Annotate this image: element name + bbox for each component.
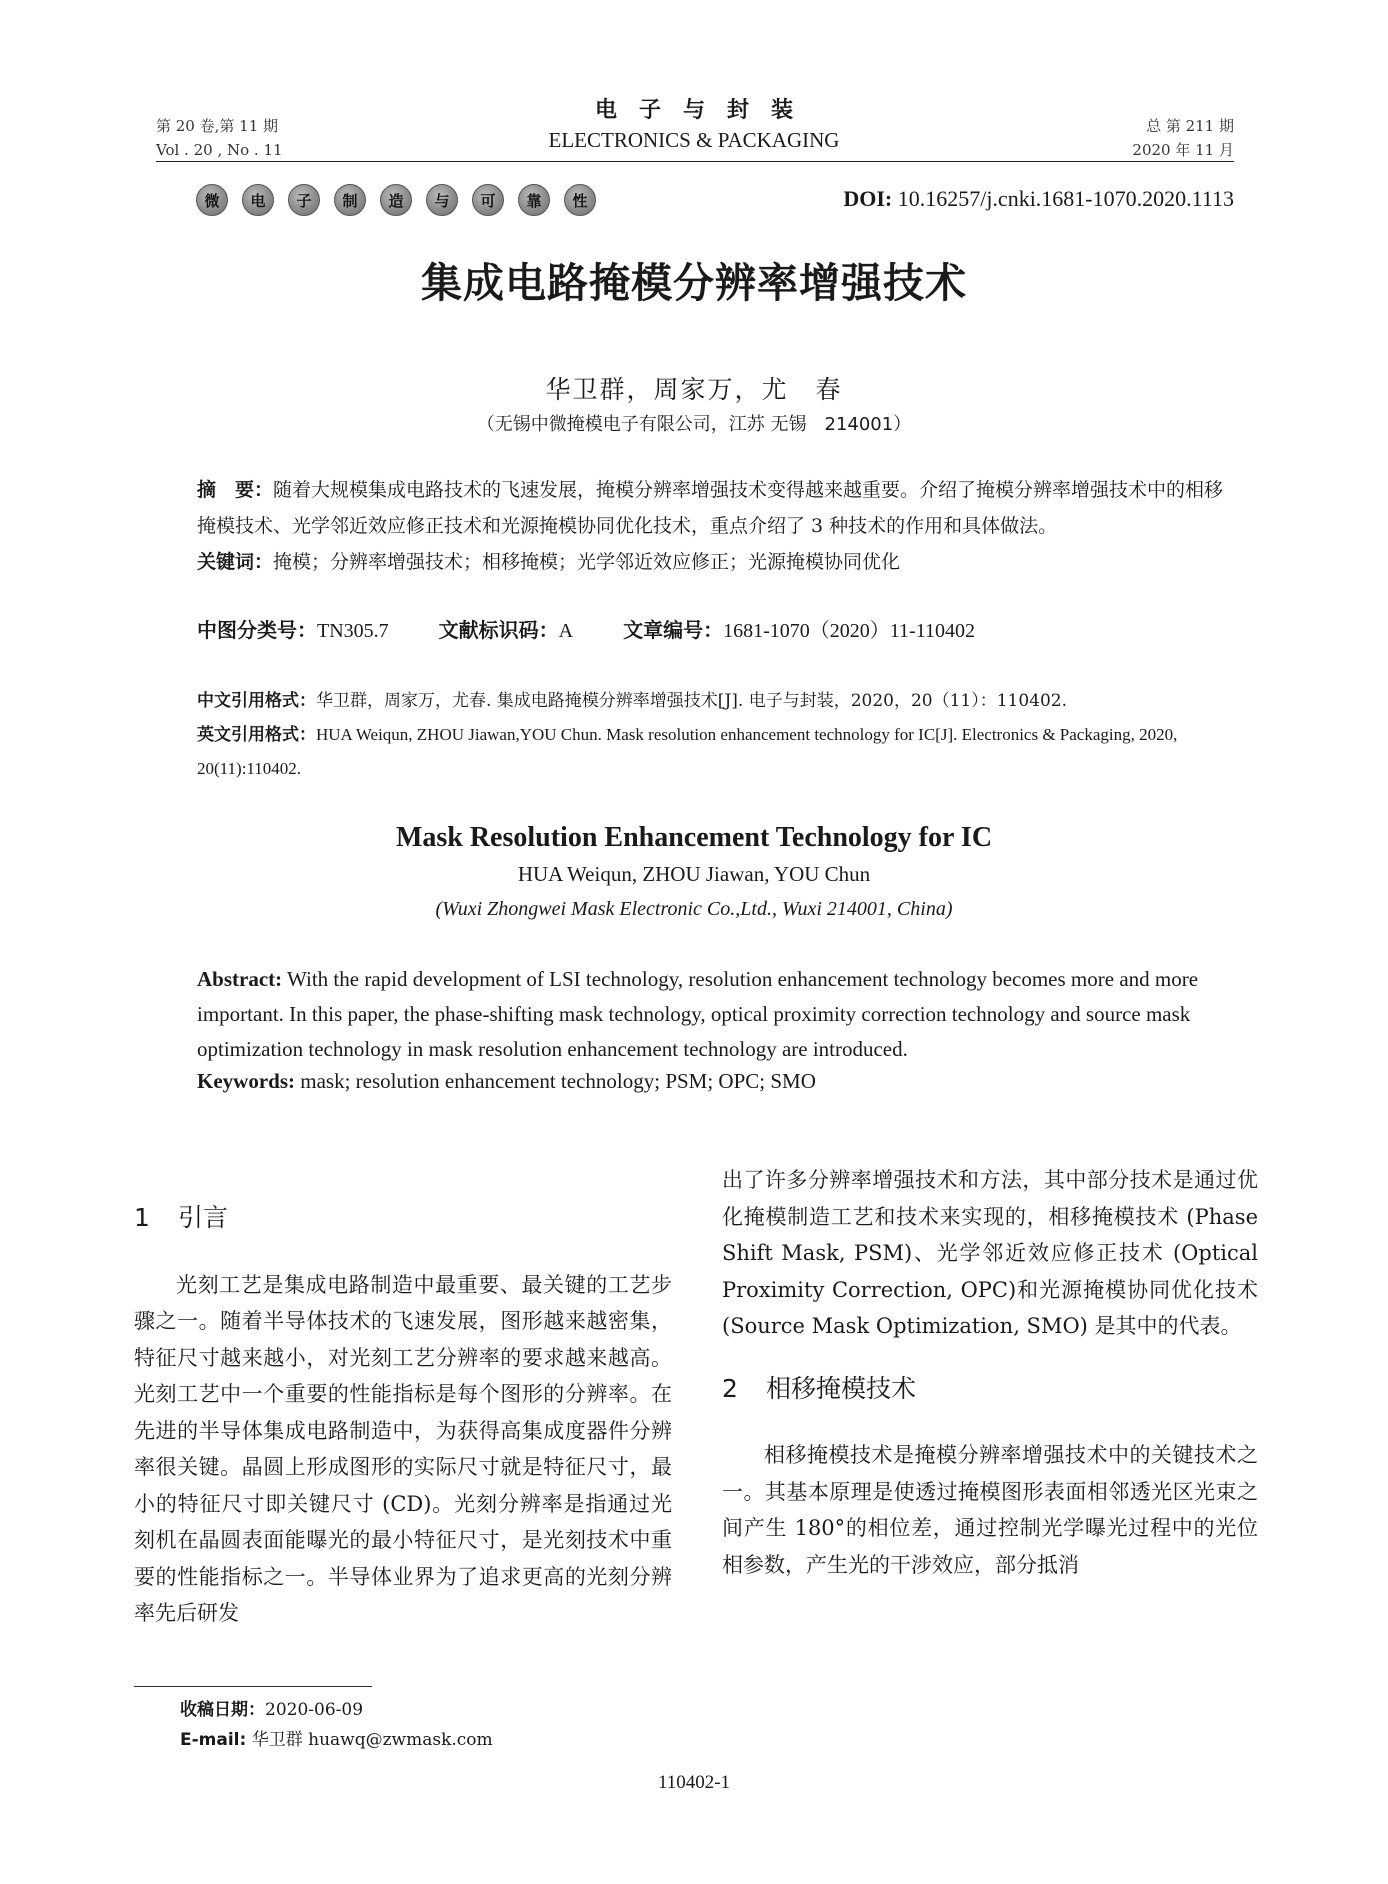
section-2-paragraph: 相移掩模技术是掩模分辨率增强技术中的关键技术之一。其基本原理是使透过掩模图形表面相邻透光区光束之间产生 180°的相位差，通过控制光学曝光过程中的光位相参数，产生光的干涉效应，部分抵消 <box>722 1443 1258 1577</box>
clc-value: TN305.7 <box>317 620 389 642</box>
section-2-number: 2 <box>722 1373 738 1403</box>
authors-en: HUA Weiqun, ZHOU Jiawan, YOU Chun <box>517 862 871 886</box>
abstract-en-label: Abstract: <box>197 967 283 991</box>
abstract-cn <box>197 472 1227 580</box>
issue-date: 2020 年 11 月 <box>1132 141 1234 159</box>
article-value: 1681-1070（2020）11-110402 <box>723 620 975 642</box>
citation-cn-label: 中文引用格式： <box>197 691 316 711</box>
section-1-number: 1 <box>134 1203 150 1232</box>
email-value[interactable]: 华卫群 huawq@zwmask.com <box>251 1730 493 1750</box>
clc-code <box>197 614 389 643</box>
affiliation-en: (Wuxi Zhongwei Mask Electronic Co.,Ltd., Wuxi 214001, China) <box>435 898 953 920</box>
email-label: E-mail: <box>180 1730 247 1750</box>
author-email <box>180 1726 493 1754</box>
clc-label: 中图分类号： <box>197 618 317 642</box>
abstract-en-text: With the rapid development of LSI technology, resolution enhancement technology becomes more and more important. In this paper, the phase-shifting mask technology, optical proximity correction technology and source mask optimization technology in mask resolution enhancement technology are introduced. <box>197 967 1199 1061</box>
keywords-cn-label: 关键词： <box>197 551 274 573</box>
article-number <box>623 614 975 643</box>
issue-info <box>1132 114 1234 162</box>
keywords-en <box>197 1069 1227 1094</box>
abstract-en <box>197 962 1227 1067</box>
keywords-cn <box>197 544 1227 580</box>
citation-en-label: 英文引用格式： <box>197 725 316 745</box>
section-2-title: 相移掩模技术 <box>766 1373 917 1403</box>
section-1-heading <box>134 1200 672 1237</box>
journal-name-en: ELECTRONICS & PACKAGING <box>548 128 840 152</box>
received-date <box>180 1696 363 1724</box>
journal-name-cn: 电子与封装 <box>594 98 815 123</box>
received-label: 收稿日期： <box>180 1700 265 1720</box>
column-badge: 子 <box>288 184 320 216</box>
paper-title-cn: 集成电路掩模分辨率增强技术 <box>421 259 967 307</box>
column-badge: 靠 <box>518 184 550 216</box>
column-badge: 与 <box>426 184 458 216</box>
column-badge: 可 <box>472 184 504 216</box>
continuation-paragraph: 出了许多分辨率增强技术和方法，其中部分技术是通过优化掩模制造工艺和技术来实现的，相移掩模技术 (Phase Shift Mask, PSM)、光学邻近效应修正技术 (Optical Proximity Correction, OPC)和光源掩模协同优化技术 (Source Mask Optimization, SMO) 是其中的代表。 <box>722 1168 1258 1338</box>
section-1-title: 引言 <box>178 1203 229 1232</box>
right-column <box>722 1162 1258 1583</box>
affiliation-cn: （无锡中微掩模电子有限公司，江苏 无锡 214001） <box>476 414 912 435</box>
citation-en <box>197 718 1237 786</box>
paper-title-en: Mask Resolution Enhancement Technology for IC <box>395 822 993 853</box>
doc-code <box>439 614 573 643</box>
abstract-cn-paragraph <box>197 472 1227 544</box>
footnote-rule <box>134 1686 372 1687</box>
abstract-cn-text: 随着大规模集成电路技术的飞速发展，掩模分辨率增强技术变得越来越重要。介绍了掩模分辨率增强技术中的相移掩模技术、光学邻近效应修正技术和光源掩模协同优化技术，重点介绍了 3 种技术的作用和具体做法。 <box>197 479 1224 537</box>
doc-value: A <box>558 620 574 642</box>
volume-en: Vol . 20 , No . 11 <box>156 141 283 159</box>
authors-cn: 华卫群，周家万，尤 春 <box>545 375 843 404</box>
received-value: 2020-06-09 <box>265 1700 364 1720</box>
keywords-cn-text: 掩模；分辨率增强技术；相移掩模；光学邻近效应修正；光源掩模协同优化 <box>273 551 901 573</box>
doi[interactable] <box>843 186 1234 212</box>
volume-cn: 第 20 卷,第 11 期 <box>156 117 279 135</box>
keywords-en-text: mask; resolution enhancement technology; PSM; OPC; SMO <box>300 1069 816 1093</box>
citation-cn-text: 华卫群，周家万，尤春. 集成电路掩模分辨率增强技术[J]. 电子与封装，2020，20（11）：110402. <box>316 691 1068 711</box>
issue-total: 总 第 211 期 <box>1146 117 1234 135</box>
column-badge: 微 <box>196 184 228 216</box>
column-badge: 性 <box>564 184 596 216</box>
page-number: 110402-1 <box>657 1772 731 1793</box>
abstract-cn-label: 摘 要： <box>197 479 274 501</box>
column-badge: 电 <box>242 184 274 216</box>
doi-label: DOI: <box>843 186 893 211</box>
classification-row <box>197 614 975 643</box>
header-rule <box>156 161 1234 162</box>
article-label: 文章编号： <box>623 618 724 642</box>
column-badge: 造 <box>380 184 412 216</box>
column-badge: 制 <box>334 184 366 216</box>
citation-en-text: HUA Weiqun, ZHOU Jiawan,YOU Chun. Mask resolution enhancement technology for IC[J]. Electronics & Packaging, 2020, 20(11):110402. <box>197 725 1178 778</box>
column-badges <box>196 184 596 216</box>
keywords-en-label: Keywords: <box>197 1069 295 1093</box>
section-2-heading <box>722 1371 1258 1408</box>
citation-cn <box>197 684 1237 718</box>
doi-value[interactable]: 10.16257/j.cnki.1681-1070.2020.1113 <box>897 186 1234 211</box>
section-1-paragraph: 光刻工艺是集成电路制造中最重要、最关键的工艺步骤之一。随着半导体技术的飞速发展，图形越来越密集，特征尺寸越来越小，对光刻工艺分辨率的要求越来越高。光刻工艺中一个重要的性能指标是每个图形的分辨率。在先进的半导体集成电路制造中，为获得高集成度器件分辨率很关键。晶圆上形成图形的实际尺寸就是特征尺寸，最小的特征尺寸即关键尺寸 (CD)。光刻分辨率是指通过光刻机在晶圆表面能曝光的最小特征尺寸，是光刻技术中重要的性能指标之一。半导体业界为了追求更高的光刻分辨率先后研发 <box>134 1272 672 1625</box>
left-column <box>134 1200 672 1632</box>
doc-label: 文献标识码： <box>438 618 559 642</box>
